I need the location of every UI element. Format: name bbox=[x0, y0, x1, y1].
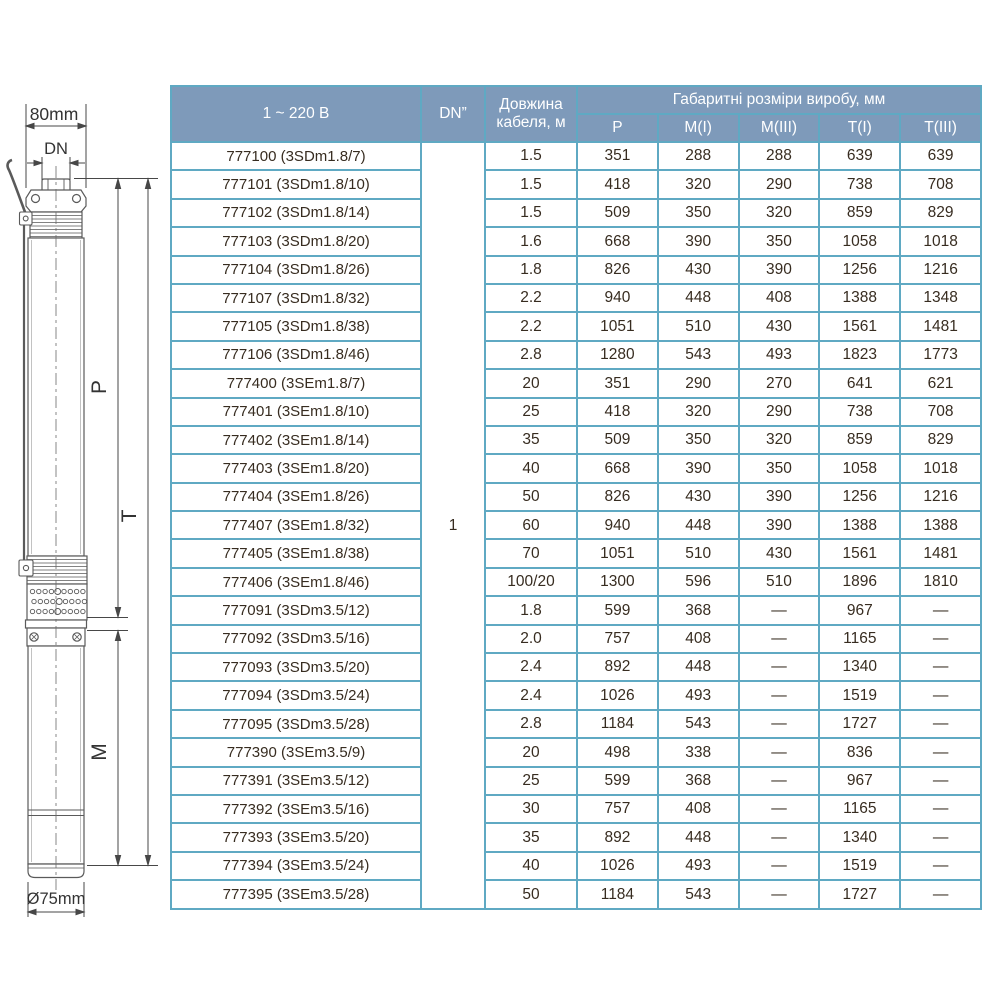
dim-t3-cell: — bbox=[900, 625, 981, 653]
dim-p-cell: 509 bbox=[577, 199, 658, 227]
header-dim-t3: T(III) bbox=[900, 114, 981, 142]
cable-length-cell: 1.5 bbox=[485, 142, 577, 170]
dim-m3-cell: 430 bbox=[739, 312, 820, 340]
table-row bbox=[171, 199, 981, 227]
dim-t1-cell: 1727 bbox=[819, 880, 900, 908]
dim-m3-cell: 493 bbox=[739, 341, 820, 369]
dim-m1-cell: 430 bbox=[658, 483, 739, 511]
dim-t1-cell: 1256 bbox=[819, 256, 900, 284]
dim-m1-cell: 543 bbox=[658, 880, 739, 908]
label-motor-length-m: M bbox=[88, 743, 111, 761]
cable-length-cell: 2.2 bbox=[485, 312, 577, 340]
dim-p-cell: 757 bbox=[577, 625, 658, 653]
dim-t1-cell: 1165 bbox=[819, 625, 900, 653]
dim-t1-cell: 1519 bbox=[819, 852, 900, 880]
table-row bbox=[171, 880, 981, 908]
table-row bbox=[171, 823, 981, 851]
dim-p-cell: 1184 bbox=[577, 880, 658, 908]
dn-value-cell: 1 bbox=[421, 142, 485, 909]
dim-t3-cell: — bbox=[900, 823, 981, 851]
dim-p-cell: 1026 bbox=[577, 681, 658, 709]
dim-m1-cell: 448 bbox=[658, 823, 739, 851]
dim-t3-cell: — bbox=[900, 852, 981, 880]
dim-p-cell: 940 bbox=[577, 284, 658, 312]
model-cell: 777106 (3SDm1.8/46) bbox=[171, 341, 421, 369]
cable-length-cell: 2.8 bbox=[485, 341, 577, 369]
dim-t1-cell: 1561 bbox=[819, 539, 900, 567]
dim-m3-cell: 350 bbox=[739, 454, 820, 482]
table-row bbox=[171, 142, 981, 170]
dim-p-cell: 509 bbox=[577, 426, 658, 454]
cable-length-cell: 2.2 bbox=[485, 284, 577, 312]
model-cell: 777394 (3SEm3.5/24) bbox=[171, 852, 421, 880]
cable-length-cell: 40 bbox=[485, 852, 577, 880]
dim-t1-cell: 1727 bbox=[819, 710, 900, 738]
dim-m1-cell: 448 bbox=[658, 653, 739, 681]
dim-p-cell: 418 bbox=[577, 170, 658, 198]
dim-p-cell: 599 bbox=[577, 596, 658, 624]
dim-m3-cell: 390 bbox=[739, 511, 820, 539]
dim-p-cell: 1026 bbox=[577, 852, 658, 880]
model-cell: 777107 (3SDm1.8/32) bbox=[171, 284, 421, 312]
cable-length-cell: 20 bbox=[485, 738, 577, 766]
dim-m1-cell: 290 bbox=[658, 369, 739, 397]
cable-length-cell: 25 bbox=[485, 767, 577, 795]
header-dim-p: P bbox=[577, 114, 658, 142]
dim-t3-cell: 829 bbox=[900, 199, 981, 227]
cable-length-cell: 1.5 bbox=[485, 199, 577, 227]
dim-t3-cell: 639 bbox=[900, 142, 981, 170]
header-dn-column: DN” bbox=[421, 86, 485, 142]
dim-m1-cell: 448 bbox=[658, 284, 739, 312]
table-row bbox=[171, 312, 981, 340]
dim-m3-cell: 288 bbox=[739, 142, 820, 170]
dim-t3-cell: — bbox=[900, 681, 981, 709]
dim-t1-cell: 1561 bbox=[819, 312, 900, 340]
label-pump-length-p: P bbox=[88, 379, 111, 395]
dim-t3-cell: 1481 bbox=[900, 539, 981, 567]
cable-length-cell: 100/20 bbox=[485, 568, 577, 596]
dim-t3-cell: — bbox=[900, 738, 981, 766]
dim-t1-cell: 738 bbox=[819, 398, 900, 426]
dim-m1-cell: 320 bbox=[658, 170, 739, 198]
dim-m3-cell: — bbox=[739, 625, 820, 653]
dim-t1-cell: 859 bbox=[819, 199, 900, 227]
cable-length-cell: 2.4 bbox=[485, 681, 577, 709]
dim-t3-cell: — bbox=[900, 596, 981, 624]
dim-m1-cell: 338 bbox=[658, 738, 739, 766]
dim-m3-cell: — bbox=[739, 852, 820, 880]
dim-p-cell: 351 bbox=[577, 142, 658, 170]
cable-length-cell: 20 bbox=[485, 369, 577, 397]
cable-length-cell: 50 bbox=[485, 483, 577, 511]
dim-p-cell: 668 bbox=[577, 227, 658, 255]
dim-p-cell: 826 bbox=[577, 256, 658, 284]
flange-hole-left bbox=[32, 195, 40, 203]
dim-t3-cell: 708 bbox=[900, 398, 981, 426]
dim-m3-cell: — bbox=[739, 681, 820, 709]
label-total-length-t: T bbox=[118, 509, 141, 523]
dim-m3-cell: — bbox=[739, 653, 820, 681]
dim-m1-cell: 596 bbox=[658, 568, 739, 596]
dim-t3-cell: 829 bbox=[900, 426, 981, 454]
dim-t3-cell: — bbox=[900, 795, 981, 823]
dim-m1-cell: 368 bbox=[658, 767, 739, 795]
dim-t1-cell: 1896 bbox=[819, 568, 900, 596]
cable-length-cell: 2.8 bbox=[485, 710, 577, 738]
dim-m1-cell: 543 bbox=[658, 710, 739, 738]
dim-t3-cell: 1388 bbox=[900, 511, 981, 539]
pump-diagram bbox=[0, 0, 170, 1000]
table-row bbox=[171, 398, 981, 426]
cable-length-cell: 70 bbox=[485, 539, 577, 567]
dim-t1-cell: 738 bbox=[819, 170, 900, 198]
dim-m1-cell: 320 bbox=[658, 398, 739, 426]
dim-t1-cell: 967 bbox=[819, 767, 900, 795]
table-row bbox=[171, 539, 981, 567]
model-cell: 777400 (3SEm1.8/7) bbox=[171, 369, 421, 397]
dim-p-cell: 668 bbox=[577, 454, 658, 482]
table-row bbox=[171, 284, 981, 312]
dim-m3-cell: 350 bbox=[739, 227, 820, 255]
dim-t1-cell: 641 bbox=[819, 369, 900, 397]
dim-m3-cell: — bbox=[739, 738, 820, 766]
dim-t1-cell: 1340 bbox=[819, 823, 900, 851]
dim-t3-cell: 1348 bbox=[900, 284, 981, 312]
dim-m1-cell: 543 bbox=[658, 341, 739, 369]
model-cell: 777391 (3SEm3.5/12) bbox=[171, 767, 421, 795]
cable-length-cell: 50 bbox=[485, 880, 577, 908]
dim-p-cell: 1051 bbox=[577, 312, 658, 340]
dim-t3-cell: 1018 bbox=[900, 227, 981, 255]
dim-m1-cell: 390 bbox=[658, 227, 739, 255]
model-cell: 777395 (3SEm3.5/28) bbox=[171, 880, 421, 908]
dim-t1-cell: 639 bbox=[819, 142, 900, 170]
dim-t1-cell: 1388 bbox=[819, 284, 900, 312]
cable-length-cell: 1.8 bbox=[485, 256, 577, 284]
dim-m3-cell: 320 bbox=[739, 199, 820, 227]
model-cell: 777103 (3SDm1.8/20) bbox=[171, 227, 421, 255]
table-row bbox=[171, 511, 981, 539]
cable-length-cell: 1.6 bbox=[485, 227, 577, 255]
cable-length-cell: 35 bbox=[485, 426, 577, 454]
dim-p-cell: 351 bbox=[577, 369, 658, 397]
table-row bbox=[171, 256, 981, 284]
model-cell: 777102 (3SDm1.8/14) bbox=[171, 199, 421, 227]
dim-m3-cell: 390 bbox=[739, 256, 820, 284]
model-cell: 777091 (3SDm3.5/12) bbox=[171, 596, 421, 624]
dim-m1-cell: 510 bbox=[658, 539, 739, 567]
dim-t3-cell: — bbox=[900, 710, 981, 738]
dim-m3-cell: 408 bbox=[739, 284, 820, 312]
header-dimensions-group: Габаритні розміри виробу, мм bbox=[577, 86, 981, 114]
cable-length-cell: 60 bbox=[485, 511, 577, 539]
flange-hole-right bbox=[73, 195, 81, 203]
dim-t3-cell: 1773 bbox=[900, 341, 981, 369]
label-bottom-diameter: Ø75mm bbox=[26, 890, 86, 908]
table-row bbox=[171, 710, 981, 738]
dim-p-cell: 940 bbox=[577, 511, 658, 539]
dim-m3-cell: — bbox=[739, 823, 820, 851]
model-cell: 777392 (3SEm3.5/16) bbox=[171, 795, 421, 823]
dim-p-cell: 826 bbox=[577, 483, 658, 511]
label-top-width: 80mm bbox=[29, 104, 79, 124]
model-cell: 777104 (3SDm1.8/26) bbox=[171, 256, 421, 284]
dim-p-cell: 418 bbox=[577, 398, 658, 426]
table-row bbox=[171, 227, 981, 255]
table-row bbox=[171, 767, 981, 795]
model-cell: 777402 (3SEm1.8/14) bbox=[171, 426, 421, 454]
pump-drawing-svg bbox=[0, 0, 170, 1000]
dim-m1-cell: 448 bbox=[658, 511, 739, 539]
table-row bbox=[171, 369, 981, 397]
dim-p-cell: 599 bbox=[577, 767, 658, 795]
dim-m3-cell: — bbox=[739, 767, 820, 795]
dim-t1-cell: 1388 bbox=[819, 511, 900, 539]
dim-t1-cell: 859 bbox=[819, 426, 900, 454]
dim-t3-cell: — bbox=[900, 653, 981, 681]
model-cell: 777095 (3SDm3.5/28) bbox=[171, 710, 421, 738]
model-cell: 777403 (3SEm1.8/20) bbox=[171, 454, 421, 482]
model-cell: 777406 (3SEm1.8/46) bbox=[171, 568, 421, 596]
dim-p-cell: 498 bbox=[577, 738, 658, 766]
table-row bbox=[171, 681, 981, 709]
dim-m1-cell: 368 bbox=[658, 596, 739, 624]
model-cell: 777094 (3SDm3.5/24) bbox=[171, 681, 421, 709]
model-cell: 777390 (3SEm3.5/9) bbox=[171, 738, 421, 766]
dim-t3-cell: 1481 bbox=[900, 312, 981, 340]
table-row bbox=[171, 795, 981, 823]
dim-m3-cell: — bbox=[739, 795, 820, 823]
dim-t3-cell: 708 bbox=[900, 170, 981, 198]
dim-m3-cell: 290 bbox=[739, 170, 820, 198]
model-cell: 777093 (3SDm3.5/20) bbox=[171, 653, 421, 681]
dim-m1-cell: 408 bbox=[658, 795, 739, 823]
dim-t3-cell: 621 bbox=[900, 369, 981, 397]
cable-length-cell: 30 bbox=[485, 795, 577, 823]
dim-p-cell: 1300 bbox=[577, 568, 658, 596]
header-dim-t1: T(I) bbox=[819, 114, 900, 142]
model-cell: 777092 (3SDm3.5/16) bbox=[171, 625, 421, 653]
dim-t3-cell: 1018 bbox=[900, 454, 981, 482]
dim-m1-cell: 408 bbox=[658, 625, 739, 653]
model-cell: 777407 (3SEm1.8/32) bbox=[171, 511, 421, 539]
dim-t3-cell: — bbox=[900, 880, 981, 908]
dim-m1-cell: 288 bbox=[658, 142, 739, 170]
spec-table bbox=[170, 85, 982, 910]
dim-t1-cell: 1519 bbox=[819, 681, 900, 709]
dim-p-cell: 892 bbox=[577, 653, 658, 681]
dim-m1-cell: 350 bbox=[658, 426, 739, 454]
dim-t3-cell: 1216 bbox=[900, 483, 981, 511]
dim-m3-cell: 320 bbox=[739, 426, 820, 454]
model-cell: 777100 (3SDm1.8/7) bbox=[171, 142, 421, 170]
table-row bbox=[171, 738, 981, 766]
table-body bbox=[171, 142, 981, 909]
dim-p-cell: 1280 bbox=[577, 341, 658, 369]
dim-p-cell: 1184 bbox=[577, 710, 658, 738]
header-dim-m3: M(III) bbox=[739, 114, 820, 142]
model-cell: 777404 (3SEm1.8/26) bbox=[171, 483, 421, 511]
header-model-column: 1 ~ 220 В bbox=[171, 86, 421, 142]
dim-m1-cell: 390 bbox=[658, 454, 739, 482]
dim-p-cell: 1051 bbox=[577, 539, 658, 567]
dim-m1-cell: 350 bbox=[658, 199, 739, 227]
cable-length-cell: 35 bbox=[485, 823, 577, 851]
table-row bbox=[171, 170, 981, 198]
dim-m1-cell: 430 bbox=[658, 256, 739, 284]
dim-t1-cell: 1340 bbox=[819, 653, 900, 681]
table-row bbox=[171, 483, 981, 511]
dim-t1-cell: 1256 bbox=[819, 483, 900, 511]
label-outlet-dn: DN bbox=[44, 140, 68, 158]
dim-p-cell: 757 bbox=[577, 795, 658, 823]
table-row bbox=[171, 426, 981, 454]
dim-t1-cell: 967 bbox=[819, 596, 900, 624]
table-row bbox=[171, 596, 981, 624]
dim-m1-cell: 493 bbox=[658, 681, 739, 709]
table-row bbox=[171, 568, 981, 596]
table-row bbox=[171, 653, 981, 681]
dim-t1-cell: 1058 bbox=[819, 454, 900, 482]
model-cell: 777405 (3SEm1.8/38) bbox=[171, 539, 421, 567]
dim-m3-cell: 270 bbox=[739, 369, 820, 397]
table-row bbox=[171, 341, 981, 369]
model-cell: 777101 (3SDm1.8/10) bbox=[171, 170, 421, 198]
dim-t1-cell: 1058 bbox=[819, 227, 900, 255]
header-dim-m1: M(I) bbox=[658, 114, 739, 142]
cable-length-cell: 1.8 bbox=[485, 596, 577, 624]
table-row bbox=[171, 454, 981, 482]
dim-m3-cell: 510 bbox=[739, 568, 820, 596]
dim-m1-cell: 493 bbox=[658, 852, 739, 880]
dim-t1-cell: 1165 bbox=[819, 795, 900, 823]
dim-t1-cell: 1823 bbox=[819, 341, 900, 369]
dim-t3-cell: 1810 bbox=[900, 568, 981, 596]
dim-m3-cell: 390 bbox=[739, 483, 820, 511]
dim-m3-cell: — bbox=[739, 710, 820, 738]
dim-p-cell: 892 bbox=[577, 823, 658, 851]
cable-length-cell: 40 bbox=[485, 454, 577, 482]
dim-m3-cell: 430 bbox=[739, 539, 820, 567]
dim-m3-cell: 290 bbox=[739, 398, 820, 426]
table-header bbox=[171, 86, 981, 142]
table-row bbox=[171, 625, 981, 653]
header-cable-column: Довжина кабеля, м bbox=[485, 86, 577, 142]
dim-t3-cell: — bbox=[900, 767, 981, 795]
model-cell: 777393 (3SEm3.5/20) bbox=[171, 823, 421, 851]
dim-m3-cell: — bbox=[739, 880, 820, 908]
cable-length-cell: 1.5 bbox=[485, 170, 577, 198]
dim-m1-cell: 510 bbox=[658, 312, 739, 340]
table-row bbox=[171, 852, 981, 880]
cable-length-cell: 2.4 bbox=[485, 653, 577, 681]
cable-length-cell: 2.0 bbox=[485, 625, 577, 653]
dim-t1-cell: 836 bbox=[819, 738, 900, 766]
model-cell: 777105 (3SDm1.8/38) bbox=[171, 312, 421, 340]
dim-m3-cell: — bbox=[739, 596, 820, 624]
cable-length-cell: 25 bbox=[485, 398, 577, 426]
dim-t3-cell: 1216 bbox=[900, 256, 981, 284]
screen-holes bbox=[30, 589, 86, 615]
model-cell: 777401 (3SEm1.8/10) bbox=[171, 398, 421, 426]
